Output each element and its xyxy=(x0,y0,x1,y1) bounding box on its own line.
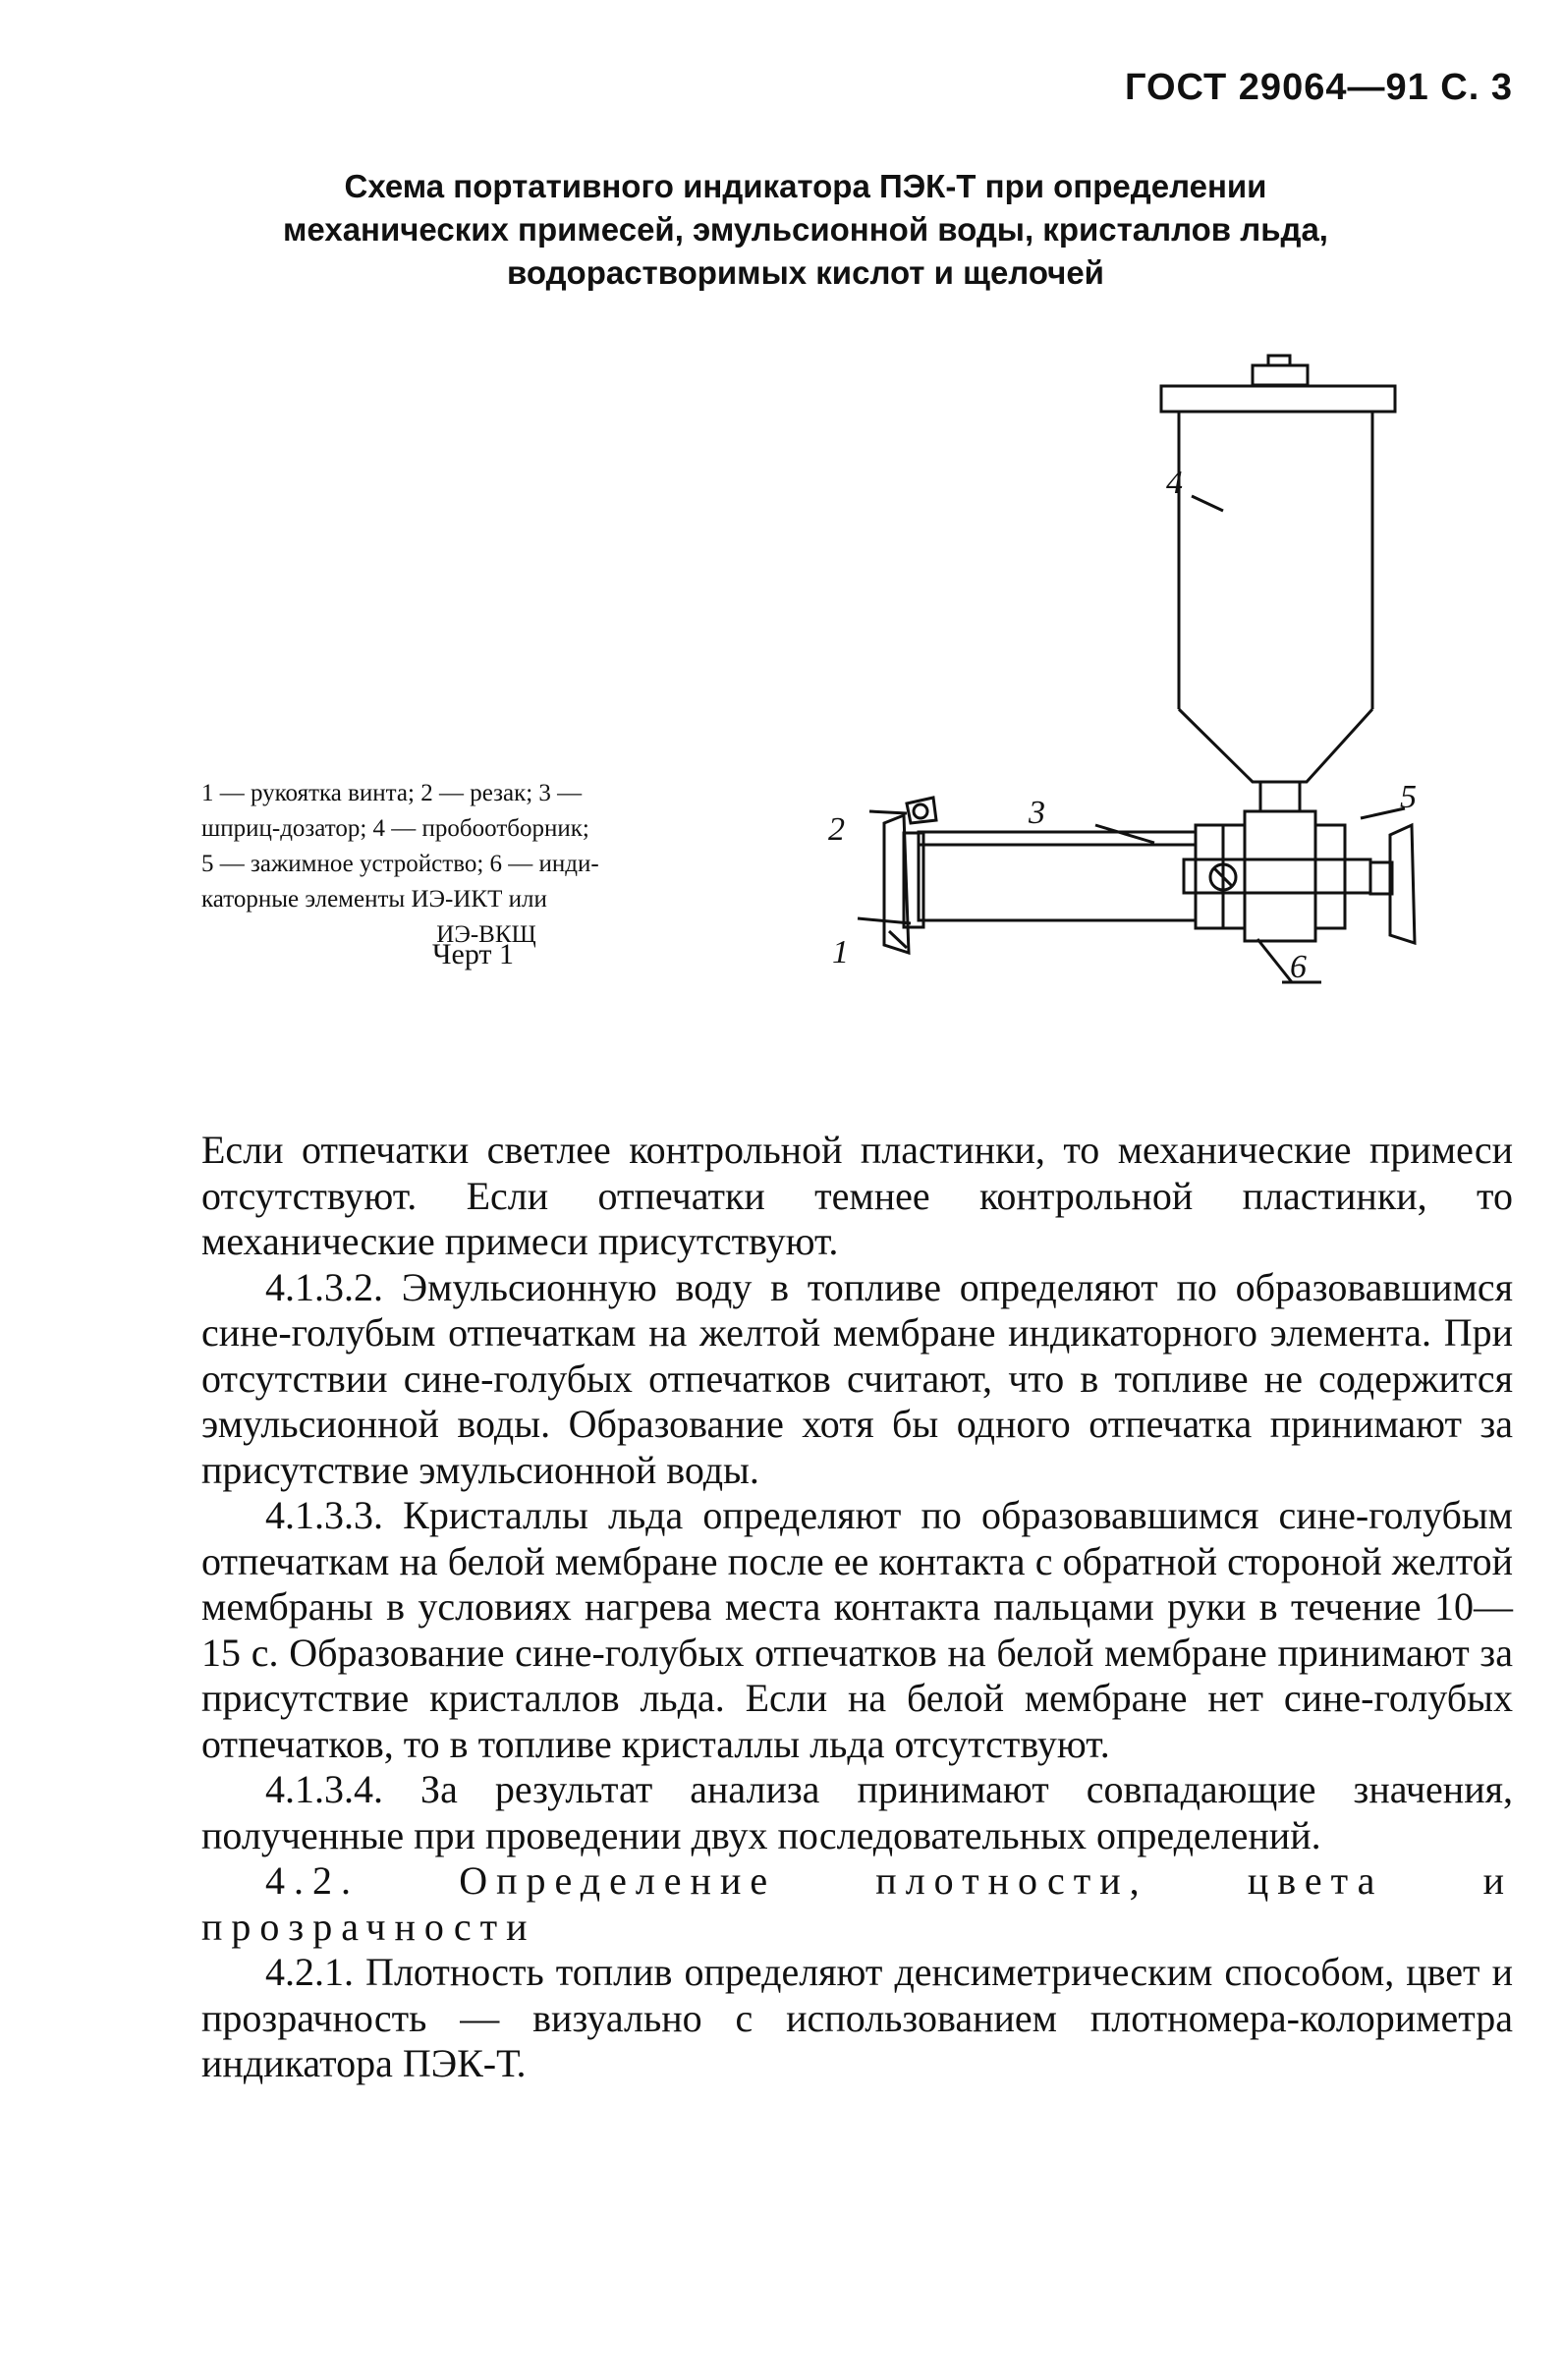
sampler-neck xyxy=(1260,782,1300,811)
section-heading: 4.2. Определение плотности, цвета и прозрачности xyxy=(201,1858,1513,1949)
figure-title-line: механических примесей, эмульсионной воды, кристаллов льда, xyxy=(283,211,1328,248)
sampler-lid xyxy=(1161,386,1395,412)
paragraph: 4.1.3.2. Эмульсионную воду в топливе определяют по образовавшимся сине-голубым отпечаткам на желтой мембране индикаторного элемента. При отсутствии сине-голубых отпечатков считают, что в топливе не содержится эмульсионной воды. Образование хотя бы одного отпечатка принимают за присутствие эмульсионной воды. xyxy=(201,1264,1513,1492)
top-knob-tip xyxy=(1268,356,1290,365)
body-text xyxy=(201,1128,1513,2087)
figure-label: 3 xyxy=(1029,795,1045,831)
paragraph: 4.2.1. Плотность топлив определяют денсиметрическим способом, цвет и прозрачность — визуально с использованием плотномера-колориметра индикатора ПЭК-Т. xyxy=(201,1950,1513,2085)
top-knob xyxy=(1253,365,1308,385)
legend-line: 5 — зажимное устройство; 6 — инди- xyxy=(201,851,599,877)
figure-caption: Черт 1 xyxy=(432,938,515,970)
figure-title-line: Схема портативного индикатора ПЭК-Т при определении xyxy=(344,168,1267,204)
figure-label: 2 xyxy=(828,811,845,848)
figure-label: 1 xyxy=(832,934,849,970)
figure-title xyxy=(236,165,1375,295)
figure-label: 5 xyxy=(1400,779,1417,815)
page-header: ГОСТ 29064—91 С. 3 xyxy=(1124,67,1513,108)
legend-line: 1 — рукоятка винта; 2 — резак; 3 — xyxy=(201,780,583,806)
pek-t-diagram xyxy=(810,354,1420,1022)
figure-label: 6 xyxy=(1290,949,1307,985)
legend-line: шприц-дозатор; 4 — пробоотборник; xyxy=(201,815,589,842)
figure-title-line: водорастворимых кислот и щелочей xyxy=(507,254,1104,291)
clamp-block xyxy=(1245,811,1315,941)
sampler-cone xyxy=(1179,709,1372,782)
paragraph: 4.1.3.4. За результат анализа принимают совпадающие значения, полученные при проведении двух последовательных определений. xyxy=(201,1767,1513,1857)
legend-line: каторные элементы ИЭ-ИКТ или xyxy=(201,886,547,913)
figure-label: 4 xyxy=(1166,465,1183,501)
paragraph: Если отпечатки светлее контрольной пластинки, то механические примеси отсутствуют. Если отпечатки темнее контрольной пластинки, то механические примеси присутствуют. xyxy=(201,1128,1513,1263)
figure-legend xyxy=(201,776,771,953)
clamp-handle xyxy=(1390,825,1415,943)
paragraph: 4.1.3.3. Кристаллы льда определяют по образовавшимся сине-голубым отпечаткам на белой мембране после ее контакта с обратной стороной желтой мембраны в условиях нагрева места контакта пальцами руки в течение 10—15 с. Образование сине-голубых отпечатков на белой мембране принимают за присутствие кристаллов льда. Если на белой мембране нет сине-голубых отпечатков, то в топливе кристаллы льда отсутствуют. xyxy=(201,1493,1513,1766)
legend-line: ИЭ-ВКЩ xyxy=(436,921,536,948)
